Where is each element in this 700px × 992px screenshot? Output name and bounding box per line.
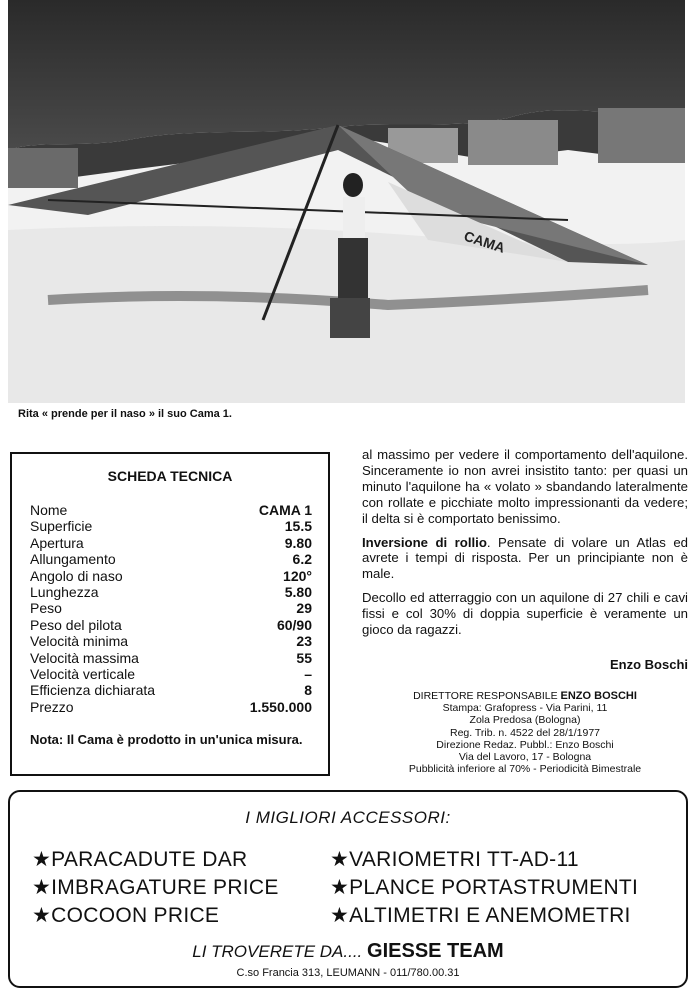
masthead-director-label: DIRETTORE RESPONSABILE: [413, 690, 558, 702]
spec-label: Velocità minima: [30, 633, 129, 650]
spec-row: [30, 682, 312, 698]
spec-note: Nota: Il Cama è prodotto in un'unica misura.: [30, 732, 303, 747]
masthead-director-name: ENZO BOSCHI: [560, 690, 637, 702]
spec-value: 8: [304, 682, 312, 699]
spec-label: Apertura: [30, 534, 84, 551]
spec-value: 23: [296, 633, 312, 650]
masthead-line: Reg. Trib. n. 4522 del 28/1/1977: [449, 726, 601, 739]
spec-row: [30, 666, 312, 682]
masthead-director: [362, 690, 688, 702]
spec-value: 9.80: [284, 534, 312, 551]
masthead: [362, 690, 688, 775]
ad-item: ★IMBRAGATURE PRICE: [32, 876, 279, 899]
spec-label: Nome: [30, 502, 68, 518]
spec-label: Efficienza dichiarata: [30, 682, 156, 699]
ad-title: I MIGLIORI ACCESSORI:: [245, 808, 451, 827]
spec-label: Angolo di naso: [30, 567, 123, 584]
spec-sheet-rows: [30, 502, 312, 715]
spec-row: [30, 650, 312, 666]
spec-row: [30, 518, 312, 534]
ad-list-left: [32, 846, 279, 930]
masthead-line: Stampa: Grafopress - Via Parini, 11: [442, 702, 608, 715]
ad-brand: GIESSE TEAM: [367, 940, 504, 962]
masthead-line: Pubblicità inferiore al 70% - Periodicità Bimestrale: [408, 763, 642, 776]
spec-row: [30, 535, 312, 551]
spec-label: Peso: [30, 600, 62, 617]
spec-value: 15.5: [284, 518, 312, 535]
spec-value: 60/90: [276, 616, 312, 633]
spec-value: –: [304, 665, 312, 682]
masthead-line: Zola Predosa (Bologna): [469, 714, 581, 727]
spec-sheet-box: [10, 452, 330, 776]
article-paragraph: al massimo per vedere il comportamento dell'aquilone. Sinceramente io non avrei insistito tanto: per quasi un minuto l'aquilone ha « volato » sbandando lateralmente con rollate e picchiate molto impressionanti da vedere; il delta si è comportato benissimo.: [362, 447, 688, 526]
hang-glider-photo: [8, 0, 685, 403]
spec-label: Peso del pilota: [30, 616, 122, 633]
ad-item: ★PARACADUTE DAR: [32, 848, 248, 871]
spec-row: [30, 502, 312, 518]
masthead-line: Direzione Redaz. Pubbl.: Enzo Boschi: [436, 738, 614, 751]
spec-label: Superficie: [30, 518, 93, 535]
spec-row: [30, 584, 312, 600]
ad-item: ★COCOON PRICE: [32, 904, 220, 927]
spec-value: 29: [296, 600, 312, 617]
article-paragraph-text: . Pensate di volare un Atlas ed avrete i tempi di risposta. Per un principiante non è male.: [362, 534, 688, 582]
article-paragraph: [362, 535, 688, 583]
spec-label: Prezzo: [30, 698, 74, 715]
ad-list-right: [330, 846, 638, 930]
spec-row: [30, 600, 312, 616]
spec-value: 1.550.000: [249, 698, 312, 715]
spec-label: Velocità massima: [30, 649, 139, 666]
article-signature: Enzo Boschi: [609, 657, 688, 672]
spec-label: Velocità verticale: [30, 665, 136, 682]
spec-value: 120°: [283, 567, 312, 584]
spec-value: CAMA 1: [258, 502, 312, 518]
spec-sheet-title: SCHEDA TECNICA: [107, 468, 233, 484]
accessories-ad: [8, 790, 688, 988]
article-subhead: Inversione di rollio: [362, 534, 487, 550]
spec-row: [30, 617, 312, 633]
spec-row: [30, 568, 312, 584]
spec-value: 5.80: [284, 583, 312, 600]
article-paragraph: Decollo ed atterraggio con un aquilone di 27 chili e cavi fissi e col 30% di doppia superficie è veramente un gioco da ragazzi.: [362, 590, 688, 638]
spec-value: 6.2: [292, 551, 312, 568]
article-body: [362, 447, 688, 646]
photo-caption: Rita « prende per il naso » il suo Cama 1.: [18, 408, 232, 420]
spec-row: [30, 699, 312, 715]
spec-row: [30, 551, 312, 567]
ad-footer: [10, 940, 686, 963]
ad-item: ★PLANCE PORTASTRUMENTI: [330, 876, 639, 899]
ad-address: C.so Francia 313, LEUMANN - 011/780.00.31: [236, 967, 460, 979]
ad-item: ★VARIOMETRI TT-AD-11: [330, 848, 579, 871]
spec-row: [30, 633, 312, 649]
spec-label: Lunghezza: [30, 583, 99, 600]
masthead-line: Via del Lavoro, 17 - Bologna: [458, 751, 592, 764]
ad-footer-pre: LI TROVERETE DA....: [192, 942, 363, 961]
spec-label: Allungamento: [30, 551, 116, 568]
ad-item: ★ALTIMETRI E ANEMOMETRI: [330, 904, 631, 927]
wing-brand-text: CAMA: [462, 227, 507, 256]
spec-value: 55: [296, 649, 312, 666]
